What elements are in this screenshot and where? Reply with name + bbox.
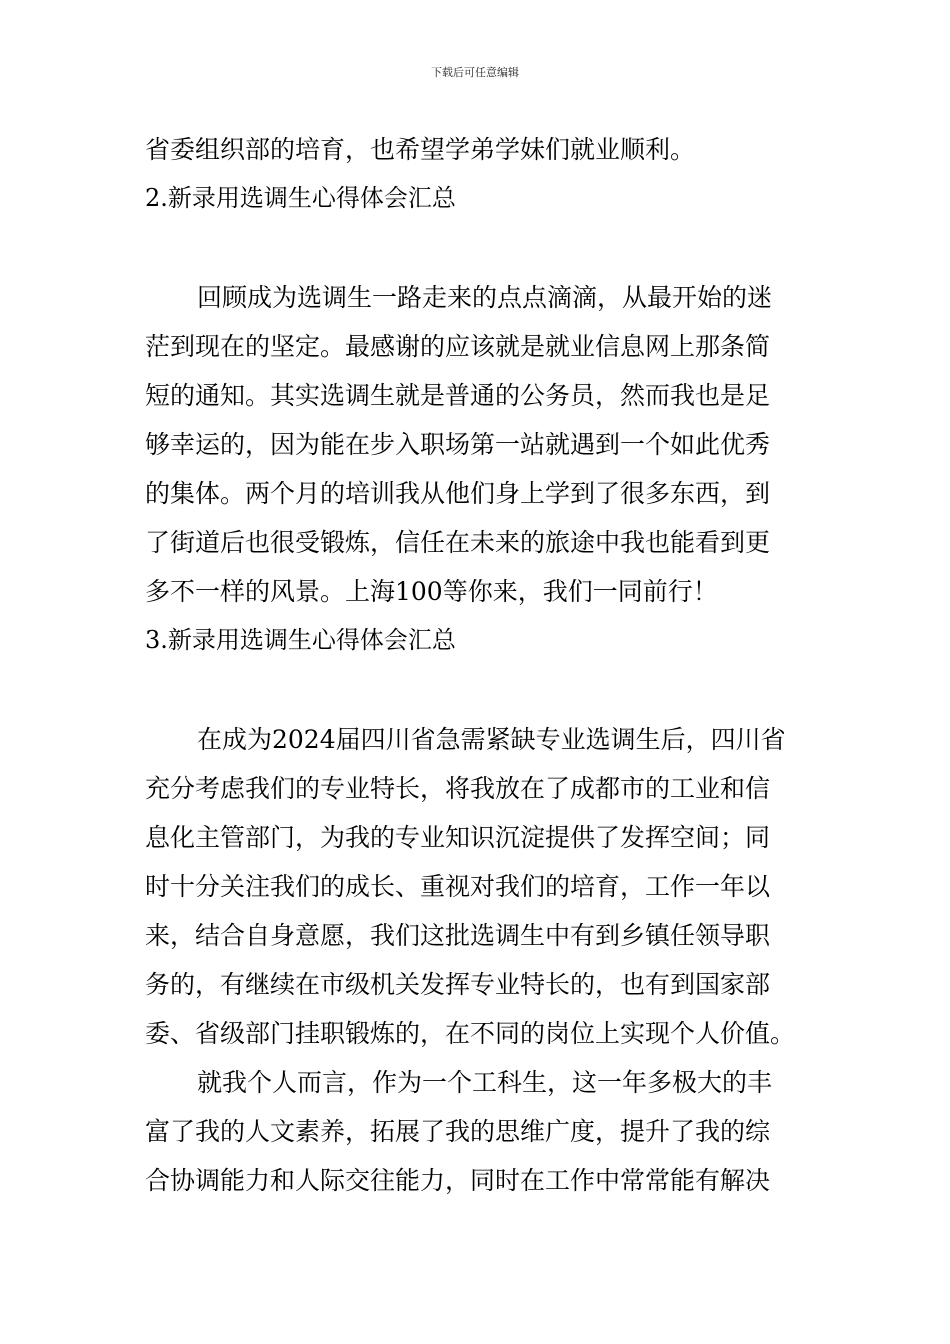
section-2-heading: 2.新录用选调生心得体会汇总 [145,184,456,212]
paragraph-line: 回顾成为选调生一路走来的点点滴滴，从最开始的迷 [197,283,773,312]
section-3-spacer [145,665,807,715]
paragraph-line: 茫到现在的坚定。最感谢的应该就是就业信息网上那条简 [145,332,771,361]
intro-line: 省委组织部的培育，也希望学弟学妹们就业顺利。 [145,135,696,164]
section-3-heading: 3.新录用选调生心得体会汇总 [145,626,456,654]
paragraph-line: 短的通知。其实选调生就是普通的公务员，然而我也是足 [145,381,771,410]
paragraph-line: 的集体。两个月的培训我从他们身上学到了很多东西，到 [145,479,771,508]
paragraph-line: 充分考虑我们的专业特长，将我放在了成都市的工业和信 [145,774,771,803]
paragraph-line: 够幸运的，因为能在步入职场第一站就遇到一个如此优秀 [145,430,771,459]
paragraph-line: 就我个人而言，作为一个工科生，这一年多极大的丰 [197,1068,773,1097]
document-body [145,125,807,1205]
paragraph-line: 委、省级部门挂职锻炼的，在不同的岗位上实现个人价值。 [145,1019,796,1048]
section-2-paragraph [145,273,807,616]
page-header: 下载后可任意编辑 [431,66,519,79]
paragraph-line: 了街道后也很受锻炼，信任在未来的旅途中我也能看到更 [145,528,771,557]
section-2-spacer [145,223,807,273]
paragraph-line: 务的，有继续在市级机关发挥专业特长的，也有到国家部 [145,970,771,999]
paragraph-line: 富了我的人文素养，拓展了我的思维广度，提升了我的综 [145,1117,771,1146]
section-3-paragraph-1 [145,715,807,1058]
paragraph-line: 多不一样的风景。上海100等你来，我们一同前行！ [145,577,718,606]
paragraph-line: 在成为2024届四川省急需紧缺专业选调生后，四川省 [197,725,786,754]
paragraph-line: 时十分关注我们的成长、重视对我们的培育，工作一年以 [145,872,771,901]
paragraph-line: 合协调能力和人际交往能力，同时在工作中常常能有解决 [145,1166,771,1195]
paragraph-line: 息化主管部门，为我的专业知识沉淀提供了发挥空间；同 [145,823,771,852]
section-3-paragraph-2 [145,1058,807,1205]
paragraph-line: 来，结合自身意愿，我们这批选调生中有到乡镇任领导职 [145,921,771,950]
